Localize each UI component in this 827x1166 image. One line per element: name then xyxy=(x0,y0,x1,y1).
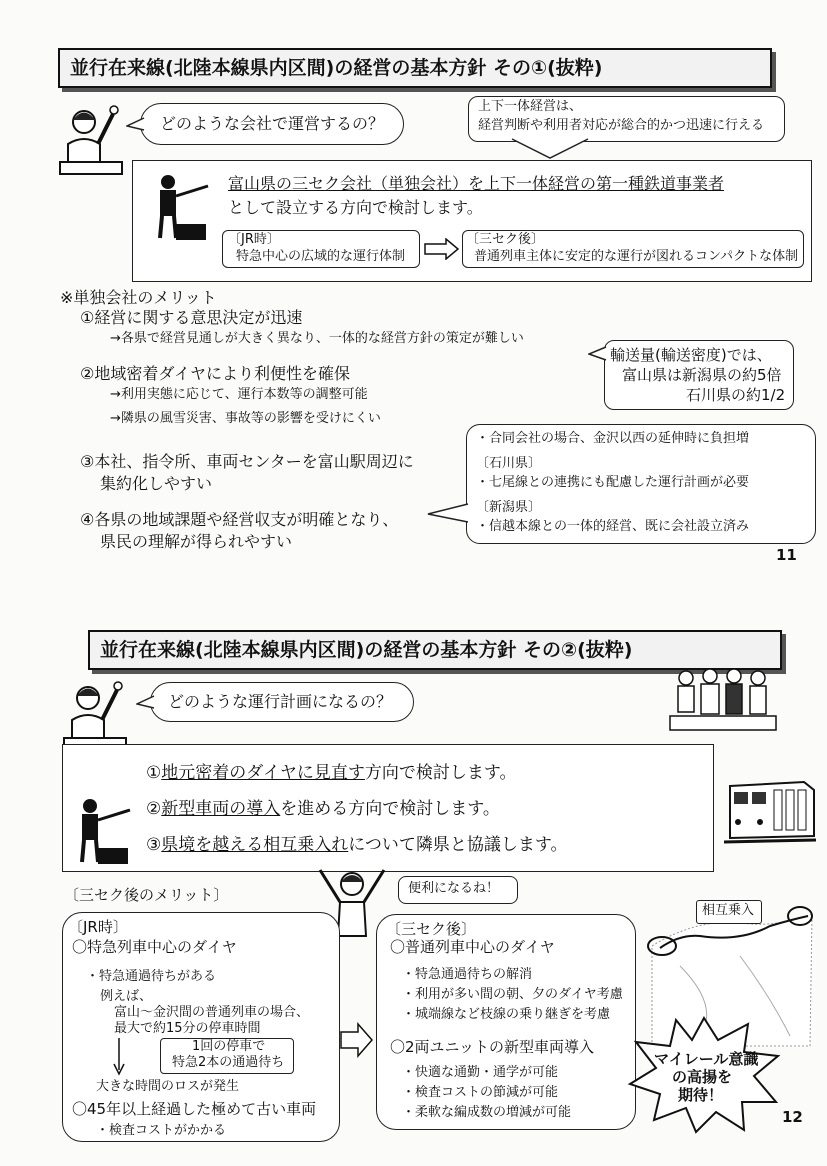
question-text: どのような会社で運営するの？ xyxy=(160,114,385,133)
plan-item-3-rest: について隣県と協議します。 xyxy=(348,835,568,855)
page-number-12: 12 xyxy=(782,1108,803,1126)
after-bullet-2: ・利用が多い間の朝、夕のダイヤ考慮 xyxy=(402,987,623,1002)
jr-heading-2: 〇45年以上経過した極めて古い車両 xyxy=(72,1100,317,1118)
stop-wait-2: 特急2本の通過待ち xyxy=(172,1055,285,1070)
merit-3-line1: ③本社、指令所、車両センターを富山駅周辺に xyxy=(80,452,414,471)
bubble-tail xyxy=(126,116,146,132)
plan-item-1-num: ① xyxy=(146,763,162,783)
note-line2: 経営判断や利用者対応が総合的かつ迅速に行える xyxy=(478,118,765,133)
jr-example-2: 最大で約15分の停車時間 xyxy=(114,1021,261,1036)
plan-item-2 xyxy=(146,796,500,822)
after-era-label: 〔三セク後〕 xyxy=(386,920,477,938)
plan-item-1-key: 地元密着のダイヤに見直す xyxy=(161,763,365,783)
plan-item-3-key: 県境を越える相互乗入れ xyxy=(161,835,349,855)
plan-item-3 xyxy=(146,832,568,858)
jr-time-loss: 大きな時間のロスが発生 xyxy=(96,1079,240,1094)
note-line1: 上下一体経営は、 xyxy=(478,99,583,114)
burst-line1: マイレール意識 xyxy=(654,1050,759,1068)
jr-bullet-1: ・特急通過待ちがある xyxy=(86,969,217,984)
traffic-pointer xyxy=(588,346,608,362)
jr-heading-1: 〇特急列車中心のダイヤ xyxy=(72,938,237,956)
jr-label: 〔JR時〕 xyxy=(228,232,280,247)
side-note-2: ・七尾線との連携にも配慮した運行計画が必要 xyxy=(476,475,750,490)
traffic-line1: 輸送量(輸送密度)では、 xyxy=(610,346,772,364)
bubble-tail xyxy=(136,694,156,710)
side-ishikawa-label: 〔石川県〕 xyxy=(476,456,542,471)
neighbor-pointer xyxy=(426,502,470,524)
burst-line3: 期待！ xyxy=(678,1086,724,1104)
question2-text: どのような運行計画になるの？ xyxy=(168,692,393,711)
after-bullet-3: ・城端線など枝線の乗り継ぎを考慮 xyxy=(402,1007,611,1022)
plan-item-1 xyxy=(146,760,517,786)
jr-example-1: 富山～金沢間の普通列車の場合、 xyxy=(114,1005,310,1020)
mutual-operation-label: 相互乗入 xyxy=(702,903,755,918)
after-label: 〔三セク後〕 xyxy=(466,232,545,247)
after-bullet-1: ・特急通過待ちの解消 xyxy=(402,967,533,982)
policy-main-line1: 富山県の三セク会社（単独会社）を上下一体経営の第一種鉄道事業者 xyxy=(228,174,725,193)
merit-4-line2: 県民の理解が得られやすい xyxy=(100,532,293,551)
merit-1: ①経営に関する意思決定が迅速 xyxy=(80,308,303,327)
arrow-down-icon xyxy=(112,1038,126,1078)
arrow-right-icon xyxy=(424,238,460,260)
traffic-line3: 石川県の約1/2 xyxy=(686,386,786,404)
after-bullet-4: ・快適な通勤・通学が可能 xyxy=(402,1065,559,1080)
merit-2-sub2: →隣県の風雪災害、事故等の影響を受けにくい xyxy=(110,411,381,426)
jr-example: 例えば、 xyxy=(100,989,153,1004)
jr-structure-text: 特急中心の広域的な運行体制 xyxy=(236,249,406,264)
traffic-line2: 富山県は新潟県の約5倍 xyxy=(622,366,782,384)
plan-item-1-rest: 方向で検討します。 xyxy=(364,763,517,783)
section1-title: 並行在来線(北陸本線県内区間)の経営の基本方針 その①(抜粋) xyxy=(58,48,772,88)
after-heading-1: 〇普通列車中心のダイヤ xyxy=(390,938,555,956)
stop-wait-1: 1回の停車で xyxy=(192,1039,266,1054)
convenient-text: 便利になるね！ xyxy=(408,881,500,896)
policy-main-line2: として設立する方向で検討します。 xyxy=(228,198,483,217)
teacher-pointer-icon xyxy=(150,172,212,244)
side-note-1: ・合同会社の場合、金沢以西の延伸時に負担増 xyxy=(476,431,750,446)
plan-item-2-num: ② xyxy=(146,799,162,819)
jr-bullet-2: ・検査コストがかかる xyxy=(96,1123,227,1138)
after-bullet-5: ・検査コストの節減が可能 xyxy=(402,1085,559,1100)
teacher-pointer-icon xyxy=(72,796,134,868)
arrow-right-icon xyxy=(340,1022,374,1058)
people-group-icon xyxy=(668,664,778,732)
merit-2-sub1: →利用実態に応じて、運行本数等の調整可能 xyxy=(110,387,368,402)
merit-4-line1: ④各県の地域課題や経営収支が明確となり、 xyxy=(80,510,399,529)
merit-1-sub: →各県で経営見通しが大きく異なり、一体的な経営方針の策定が難しい xyxy=(110,331,524,346)
page-number-11: 11 xyxy=(776,546,797,564)
after-heading-2: 〇2両ユニットの新型車両導入 xyxy=(390,1038,594,1056)
merit-2: ②地域密着ダイヤにより利便性を確保 xyxy=(80,364,351,383)
plan-item-2-key: 新型車両の導入 xyxy=(161,799,281,819)
plan-item-2-rest: を進める方向で検討します。 xyxy=(280,799,500,819)
after-bullet-6: ・柔軟な編成数の増減が可能 xyxy=(402,1105,572,1120)
burst-line2: の高揚を xyxy=(672,1068,733,1086)
side-niigata-label: 〔新潟県〕 xyxy=(476,500,542,515)
train-icon xyxy=(724,778,816,848)
plan-item-3-num: ③ xyxy=(146,835,162,855)
jr-era-label: 〔JR時〕 xyxy=(68,918,128,936)
person-raising-hand-icon xyxy=(58,100,130,182)
section2-title: 並行在来線(北陸本線県内区間)の経営の基本方針 その②(抜粋) xyxy=(88,630,782,670)
side-note-3: ・信越本線との一体的経営、既に会社設立済み xyxy=(476,519,750,534)
after-structure-text: 普通列車主体に安定的な運行が図れるコンパクトな体制 xyxy=(474,249,799,264)
after-merit-label: 〔三セク後のメリット〕 xyxy=(64,886,229,904)
note-pointer xyxy=(510,138,590,160)
merits-heading: ※単独会社のメリット xyxy=(60,288,217,307)
merit-3-line2: 集約化しやすい xyxy=(100,474,213,493)
